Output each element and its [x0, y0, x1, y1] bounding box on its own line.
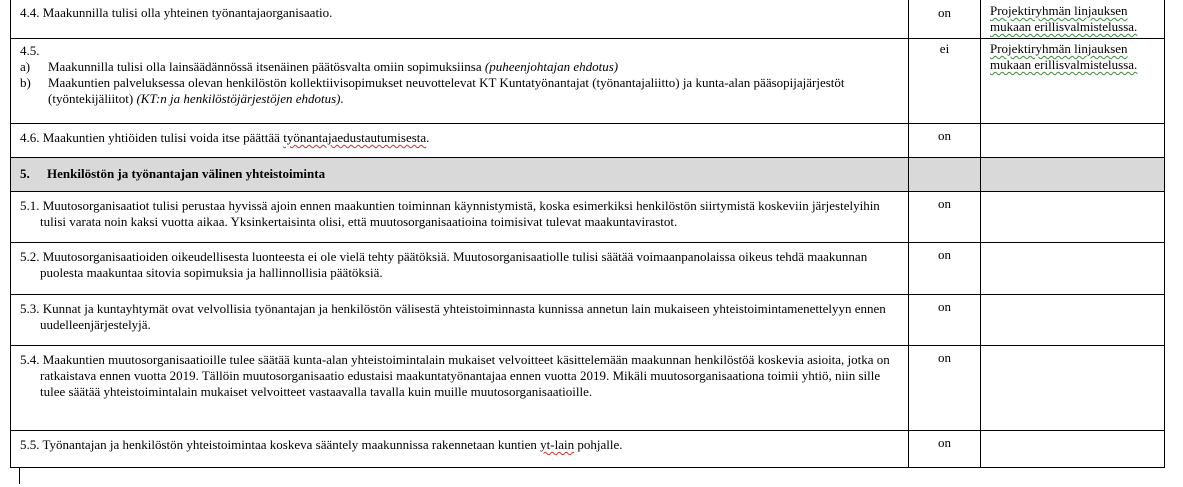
row-note-cell[interactable]	[981, 192, 1165, 243]
list-marker: a)	[20, 59, 31, 74]
list-marker: b)	[20, 75, 31, 90]
row-value: ei	[939, 41, 950, 56]
row-value-cell[interactable]	[909, 39, 981, 124]
row-value: on	[938, 299, 951, 314]
row-value: on	[938, 350, 951, 365]
row-value-cell[interactable]	[909, 192, 981, 243]
table-row	[11, 295, 1165, 346]
row-italic-note: (KT:n ja henkilöstöjärjestöjen ehdotus).	[136, 91, 344, 106]
section-title-cell[interactable]	[11, 158, 909, 192]
row-text-cell[interactable]	[11, 192, 909, 243]
row-note-cell[interactable]	[981, 346, 1165, 431]
proposal-table	[10, 0, 1165, 468]
section-value-cell[interactable]	[909, 158, 981, 192]
row-text: Maakuntien palveluksessa olevan henkilöstön kollektiivisopimukset neuvottelevat KT Kuntatyönantajat (työnantajaliitto) ja kunta-alan pääsopijajärjestöt (työntekijäliitot)	[48, 75, 845, 106]
row-value: on	[938, 196, 951, 211]
row-text-cell[interactable]	[11, 124, 909, 158]
row-number: 4.4.	[20, 5, 40, 20]
row-note-cell[interactable]	[981, 39, 1165, 124]
row-text-misspelled: yt-lain	[540, 437, 575, 452]
row-note-cell[interactable]	[981, 431, 1165, 468]
row-value-cell[interactable]	[909, 0, 981, 39]
row-value: on	[938, 247, 951, 262]
table-row	[11, 431, 1165, 468]
list-item	[20, 75, 899, 107]
row-note-line: Projektiryhmän linjauksen	[990, 41, 1128, 56]
row-number: 5.4.	[20, 352, 40, 367]
row-italic-note: (puheenjohtajan ehdotus)	[484, 59, 619, 74]
section-title: Henkilöstön ja työnantajan välinen yhteistoiminta	[47, 166, 326, 181]
table-row	[11, 0, 1165, 39]
row-text-cell[interactable]	[11, 243, 909, 295]
row-text: Muutosorganisaatioiden oikeudellisesta luonteesta ei ole vielä tehty päätöksiä. Muutosorganisaatiolle tulisi säätää voimaanpanolaissa oikeus tehdä maakunnan puolesta maakuntaa sitovia sopimuksia ja hallinnollisia päätöksiä.	[40, 249, 868, 280]
row-number: 5.5.	[20, 437, 40, 452]
row-note-line: mukaan erillisvalmistelussa.	[990, 19, 1138, 34]
table-row	[11, 124, 1165, 158]
table-row	[11, 346, 1165, 431]
row-text-cell[interactable]	[11, 431, 909, 468]
row-text: pohjalle.	[574, 437, 623, 452]
row-value-cell[interactable]	[909, 124, 981, 158]
section-number: 5.	[20, 166, 30, 181]
row-text: Maakunnilla tulisi olla lainsäädännössä itsenäinen päätösvalta omiin sopimuksiinsa	[48, 59, 482, 74]
row-text: Maakunnilla tulisi olla yhteinen työnantajaorganisaatio.	[42, 5, 333, 20]
row-value: on	[938, 435, 951, 450]
section-note-cell[interactable]	[981, 158, 1165, 192]
row-number: 5.2.	[20, 249, 40, 264]
row-text: .	[426, 130, 430, 145]
row-note-cell[interactable]	[981, 243, 1165, 295]
row-text: Työnantajan ja henkilöstön yhteistoimintaa koskeva sääntely maakunnissa rakennetaan kuntien	[42, 437, 541, 452]
row-text: Maakuntien muutosorganisaatioille tulee säätää kunta-alan yhteistoimintalain mukaiset velvoitteet käsittelemään maakunnan henkilöstöä koskevia asioita, jotka on ratkaistava ennen vuotta 2019. Tällöin muutosorganisaatio edustaisi maakuntatyönantajaa ennen vuotta 2019. Mikäli muutosorganisaationa toimii yhtiö, niin sille tulee säätää yhteistoimintalain mukaiset velvoitteet vastaavalla tavalla kuin muille muutosorganisaatioille.	[40, 352, 890, 399]
row-note-cell[interactable]	[981, 124, 1165, 158]
row-value-cell[interactable]	[909, 295, 981, 346]
text-cursor	[19, 468, 20, 484]
list-item	[20, 59, 899, 75]
row-number: 4.6.	[20, 130, 40, 145]
table-row	[11, 192, 1165, 243]
row-value-cell[interactable]	[909, 243, 981, 295]
row-number: 5.3.	[20, 301, 40, 316]
row-value-cell[interactable]	[909, 431, 981, 468]
row-note-cell[interactable]	[981, 0, 1165, 39]
row-number: 4.5.	[20, 43, 40, 58]
table-row	[11, 39, 1165, 124]
row-text-cell[interactable]	[11, 295, 909, 346]
row-text-cell[interactable]	[11, 346, 909, 431]
row-value: on	[938, 5, 951, 20]
row-text: Muutosorganisaatiot tulisi perustaa hyvissä ajoin ennen maakuntien toiminnan käynnistymistä, koska esimerkiksi henkilöstön siirtymistä koskeviin järjestelyihin tulisi varata noin kaksi vuotta aikaa. Yksinkertaisinta olisi, että muutosorganisaatioina toimisivat tulevat maakuntavirastot.	[40, 198, 880, 229]
row-text: Maakuntien yhtiöiden tulisi voida itse päättää	[42, 130, 284, 145]
row-text-misspelled: työnantajaedustautumisesta	[283, 130, 427, 145]
row-number: 5.1.	[20, 198, 40, 213]
row-text-cell[interactable]	[11, 0, 909, 39]
row-value-cell[interactable]	[909, 346, 981, 431]
table-row	[11, 243, 1165, 295]
row-value: on	[938, 128, 951, 143]
row-note-line: mukaan erillisvalmistelussa.	[990, 57, 1138, 72]
row-note-cell[interactable]	[981, 295, 1165, 346]
section-header-row	[11, 158, 1165, 192]
row-note-line: Projektiryhmän linjauksen	[990, 3, 1128, 18]
row-text-cell[interactable]	[11, 39, 909, 124]
row-text: Kunnat ja kuntayhtymät ovat velvollisia työnantajan ja henkilöstön välisestä yhteistoiminnasta kunnissa annetun lain mukaiseen yhteistoimintamenettelyyn ennen uudelleenjärjestelyjä.	[40, 301, 886, 332]
